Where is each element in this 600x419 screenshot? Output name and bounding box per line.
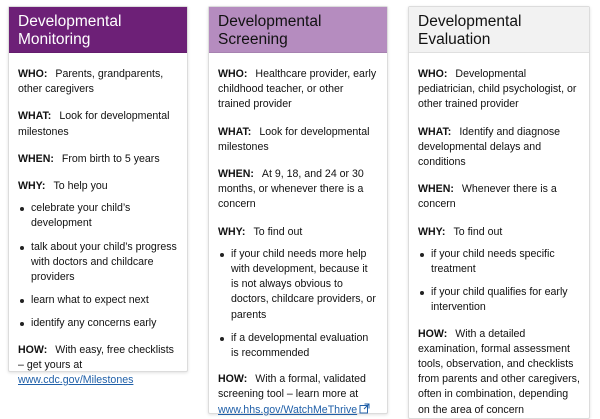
when-field <box>18 152 178 167</box>
card-developmental-monitoring <box>8 6 188 387</box>
when-value: At 9, 18, and 24 or 30 months, or whenever there is a concern <box>218 168 364 211</box>
how-label: HOW: <box>18 343 48 356</box>
list-item <box>18 240 178 286</box>
when-value: Whenever there is a concern <box>418 183 557 211</box>
when-label: WHEN: <box>218 168 254 181</box>
list-item-text: celebrate your child’s development <box>31 202 131 230</box>
list-item-text: if your child needs more help with development, because it is not always obvious to doctors, childcare providers, or parents <box>231 247 376 321</box>
what-field <box>218 125 378 155</box>
how-field <box>218 372 378 418</box>
why-field <box>18 179 178 194</box>
what-value: Look for developmental milestones <box>218 125 370 153</box>
list-item-text: identify any concerns early <box>31 317 157 330</box>
who-label: WHO: <box>18 68 48 80</box>
list-item-text: if your child needs specific treatment <box>431 247 555 276</box>
who-label: WHO: <box>418 68 448 80</box>
why-value: To find out <box>453 225 503 238</box>
why-value: To help you <box>53 180 108 193</box>
card-title: Developmental Screening <box>218 13 322 48</box>
why-list <box>18 201 178 331</box>
card-title: Developmental Monitoring <box>18 13 122 48</box>
external-link-icon[interactable] <box>359 403 370 414</box>
card-header <box>9 7 187 53</box>
why-label: WHY: <box>18 180 46 193</box>
who-value: Developmental pediatrician, child psychologist, or other trained provider <box>418 68 577 111</box>
who-field <box>218 67 378 113</box>
card-developmental-evaluation <box>408 6 590 419</box>
list-item-text: learn what to expect next <box>31 294 149 307</box>
bullet-icon <box>20 299 24 303</box>
list-item-text: if your child qualifies for early intervention <box>431 286 568 314</box>
list-item-text: if a developmental evaluation is recommended <box>231 331 369 360</box>
list-item <box>418 285 580 315</box>
card-title: Developmental Evaluation <box>418 13 522 48</box>
why-label: WHY: <box>218 225 246 238</box>
bullet-icon <box>420 253 424 257</box>
card-header <box>409 7 589 53</box>
who-field <box>418 67 580 113</box>
card-body <box>9 53 187 388</box>
card-developmental-screening <box>208 6 388 414</box>
list-item <box>18 201 178 231</box>
list-item <box>18 293 178 308</box>
how-value: With easy, free checklists – get yours at <box>18 343 174 371</box>
card-body <box>209 53 387 418</box>
who-value: Parents, grandparents, other caregivers <box>18 68 164 96</box>
how-field <box>18 343 178 389</box>
why-value: To find out <box>253 225 303 238</box>
when-value: From birth to 5 years <box>61 152 160 165</box>
how-field <box>418 327 580 418</box>
when-field <box>418 182 580 212</box>
what-value: Identify and diagnose developmental delays and conditions <box>418 125 561 169</box>
why-label: WHY: <box>418 225 446 238</box>
card-body <box>409 53 589 418</box>
list-item-text: talk about your child’s progress with doctors and childcare providers <box>31 240 177 284</box>
bullet-icon <box>20 207 24 211</box>
what-label: WHAT: <box>418 125 452 138</box>
why-field <box>418 225 580 240</box>
how-label: HOW: <box>218 373 248 386</box>
who-value: Healthcare provider, early childhood teacher, or other trained provider <box>218 68 377 111</box>
list-item <box>418 247 580 277</box>
bullet-icon <box>20 246 24 250</box>
when-label: WHEN: <box>418 183 454 196</box>
why-field <box>218 225 378 240</box>
why-list <box>218 247 378 361</box>
list-item <box>218 331 378 361</box>
when-label: WHEN: <box>18 152 54 165</box>
watchmethrive-link[interactable]: www.hhs.gov/WatchMeThrive <box>218 403 358 416</box>
card-header <box>209 7 387 53</box>
what-label: WHAT: <box>218 125 252 138</box>
milestones-link[interactable]: www.cdc.gov/Milestones <box>18 374 134 387</box>
list-item <box>18 316 178 331</box>
who-field <box>18 67 178 97</box>
bullet-icon <box>420 291 424 295</box>
what-value: Look for developmental milestones <box>18 110 170 138</box>
bullet-icon <box>20 322 24 326</box>
bullet-icon <box>220 253 224 257</box>
list-item <box>218 247 378 323</box>
when-field <box>218 167 378 213</box>
who-label: WHO: <box>218 68 248 80</box>
how-value: With a formal, validated screening tool – learn more at <box>218 373 366 401</box>
how-value: With a detailed examination, formal assessment tools, observation, and checklists from parents and other caregivers, often in combination, depending on the area of concern <box>418 327 580 416</box>
what-field <box>418 125 580 171</box>
what-field <box>18 109 178 139</box>
what-label: WHAT: <box>18 110 52 123</box>
why-list <box>418 247 580 316</box>
bullet-icon <box>220 337 224 341</box>
how-label: HOW: <box>418 327 448 340</box>
